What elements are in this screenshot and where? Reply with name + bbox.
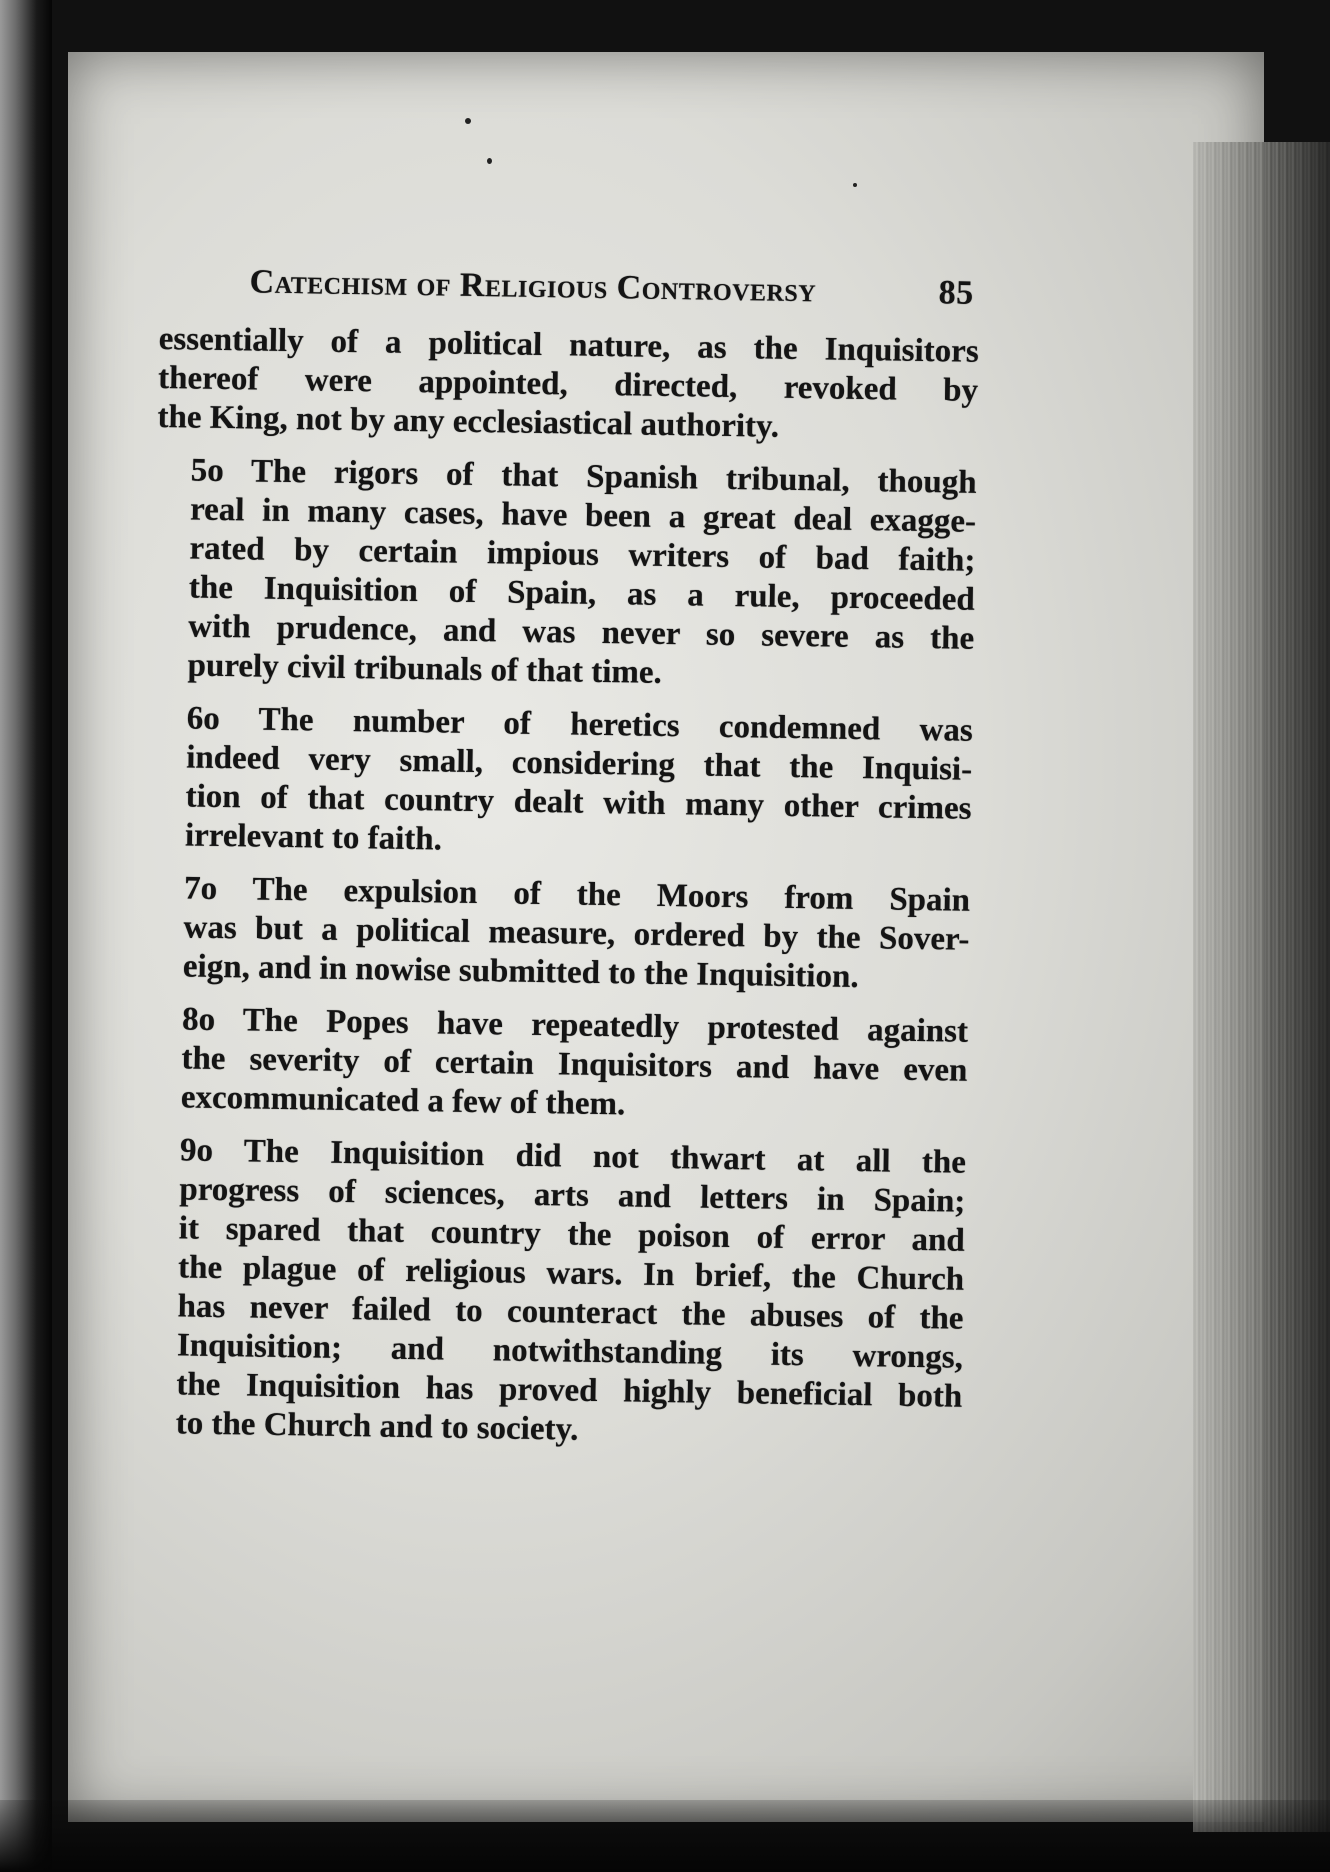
text-line: 6o The number of heretics condemned was: [186, 700, 974, 749]
paragraph: [147, 1000, 969, 1130]
text-line: irrelevant to faith.: [184, 817, 443, 858]
text-line: the Inquisition has proved highly beneficial both: [176, 1366, 963, 1415]
text-line: 8o The Popes have repeatedly protested against: [181, 1001, 969, 1050]
text-line: 5o The rigors of that Spanish tribunal, though: [190, 452, 977, 501]
text-line: thereof were appointed, directed, revoked by: [157, 359, 979, 409]
text-line: essentially of a political nature, as the Inquisitors: [158, 320, 979, 370]
text-line: the Inquisition of Spain, as a rule, proceeded: [188, 569, 976, 618]
text-line: the King, not by any ecclesiastical authority.: [157, 398, 780, 445]
text-line: with prudence, and was never so severe as the: [187, 608, 975, 657]
text-line: tion of that country dealt with many other crimes: [185, 778, 972, 827]
dust-speck: [853, 183, 857, 187]
text-line: excommunicated a few of them.: [180, 1079, 626, 1123]
paragraph: [141, 1131, 966, 1456]
text-line: the plague of religious wars. In brief, the Church: [177, 1249, 965, 1298]
book-spine-edge: [0, 0, 52, 1872]
text-line: it spared that country the poison of error and: [178, 1210, 966, 1259]
page-number: 85: [938, 274, 974, 312]
text-line: rated by certain impious writers of bad faith;: [189, 530, 976, 579]
text-line: has never failed to counteract the abuses of the: [177, 1288, 964, 1337]
text-line: purely civil tribunals of that time.: [187, 647, 663, 691]
text-line: real in many cases, have been a great deal exagge-: [189, 491, 977, 540]
paragraph: [151, 699, 973, 868]
paragraph: [157, 320, 979, 450]
dust-speck: [465, 118, 471, 124]
text-line: eign, and in nowise submitted to the Inquisition.: [182, 948, 859, 996]
page-fore-edge: [1193, 142, 1330, 1832]
text-line: was but a political measure, ordered by the Sover-: [183, 909, 970, 958]
page-text: [141, 262, 979, 1456]
text-line: progress of sciences, arts and letters in Spain;: [179, 1171, 966, 1220]
bottom-shadow: [0, 1800, 1330, 1872]
text-line: the severity of certain Inquisitors and have even: [181, 1040, 968, 1089]
text-line: to the Church and to society.: [175, 1405, 579, 1448]
paragraph: [149, 869, 971, 999]
dust-speck: [487, 158, 492, 164]
text-line: Inquisition; and notwithstanding its wrongs,: [176, 1327, 964, 1376]
running-head-title: Catechism of Religious Controversy: [249, 263, 817, 310]
text-line: 7o The expulsion of the Moors from Spain: [183, 870, 971, 919]
text-line: indeed very small, considering that the Inquisi-: [185, 739, 973, 788]
text-line: 9o The Inquisition did not thwart at all the: [179, 1132, 967, 1181]
paragraph: [153, 451, 977, 698]
